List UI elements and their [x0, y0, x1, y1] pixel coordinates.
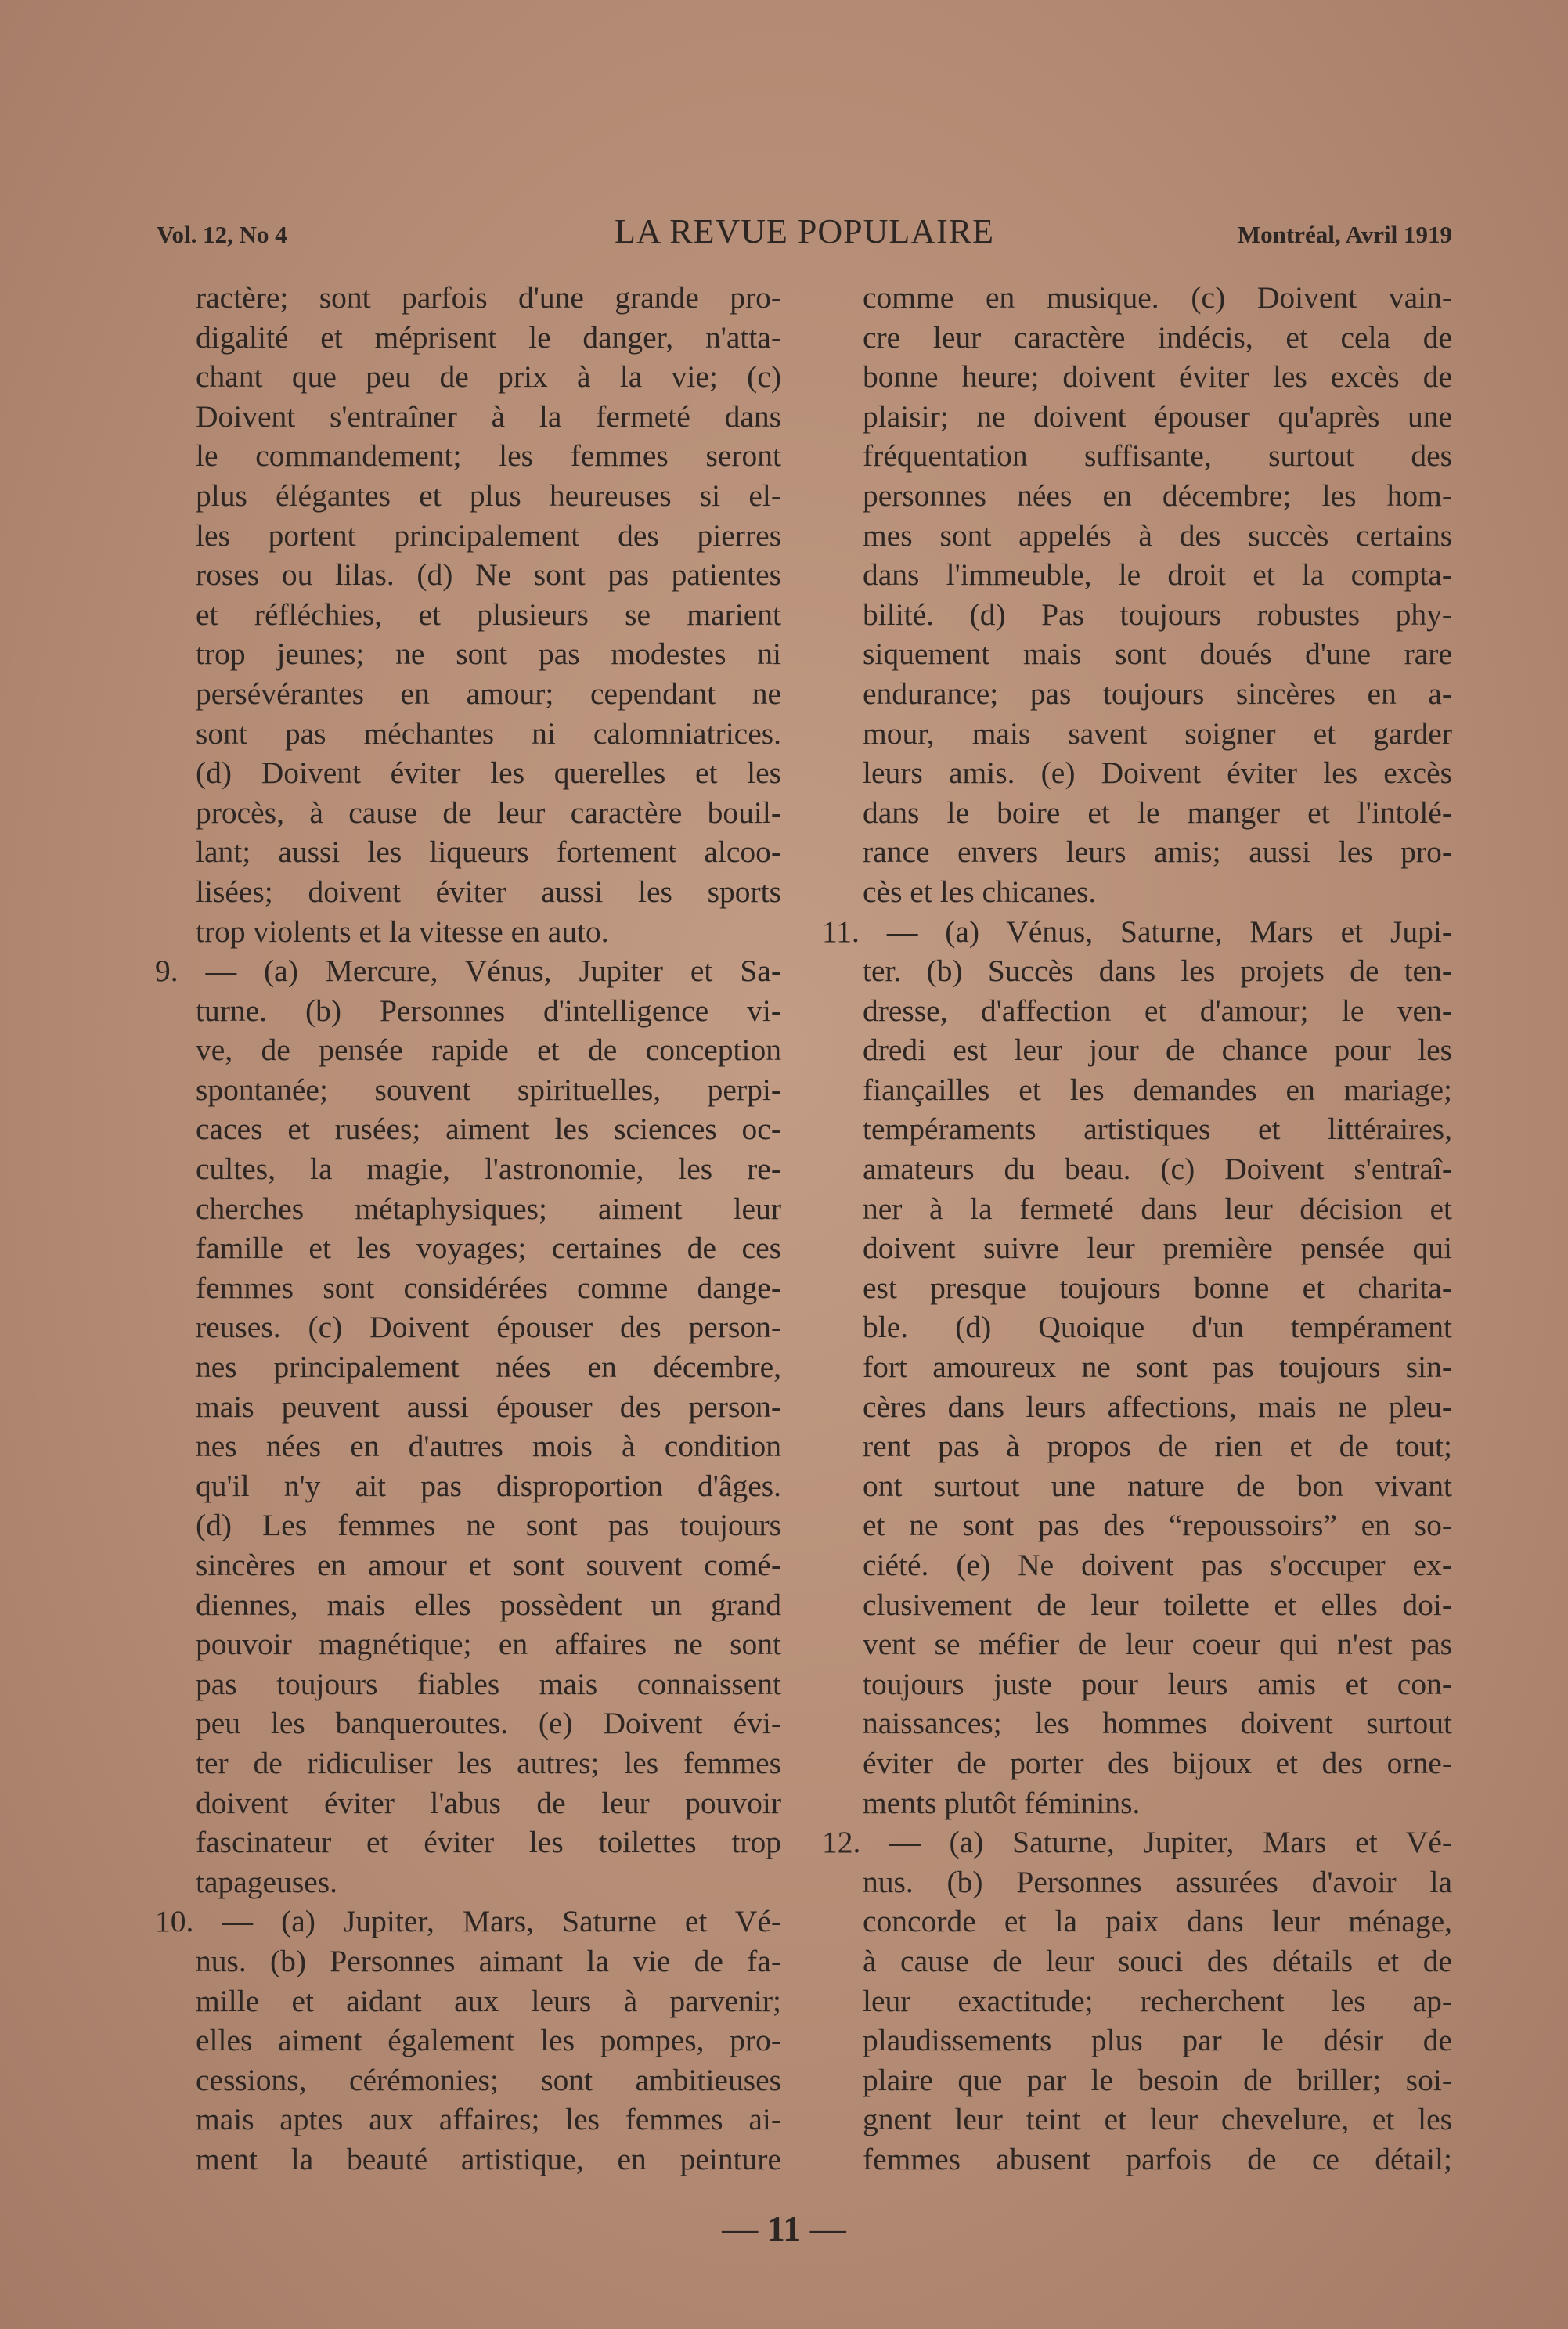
text-line: toujours juste pour leurs amis et con- — [863, 1666, 1452, 1701]
text-line: femmes sont considérées comme dange- — [196, 1270, 781, 1305]
text-line: fascinateur et éviter les toilettes trop — [196, 1825, 781, 1860]
text-line: famille et les voyages; certaines de ces — [196, 1231, 781, 1266]
text-line: (d) Doivent éviter les querelles et les — [196, 755, 781, 791]
text-line: dans l'immeuble, le droit et la compta- — [863, 557, 1452, 593]
text-line: Doivent s'entraîner à la fermeté dans — [196, 398, 781, 434]
issue-date: Montréal, Avril 1919 — [1237, 221, 1452, 248]
text-line: fiançailles et les demandes en mariage; — [863, 1072, 1452, 1107]
text-line: ciété. (e) Ne doivent pas s'occuper ex- — [863, 1548, 1452, 1582]
text-line: caces et rusées; aiment les sciences oc- — [196, 1112, 781, 1147]
text-line: tapageuses. — [196, 1864, 337, 1899]
page-number: — 11 — — [722, 2208, 846, 2248]
text-line: clusivement de leur toilette et elles doi- — [863, 1587, 1452, 1622]
text-line: dresse, d'affection et d'amour; le ven- — [863, 993, 1452, 1028]
text-line: gnent leur teint et leur chevelure, et les — [863, 2102, 1452, 2137]
text-line: amateurs du beau. (c) Doivent s'entraî- — [863, 1152, 1452, 1187]
text-line: elles aiment également les pompes, pro- — [196, 2023, 781, 2058]
text-line: chant que peu de prix à la vie; (c) — [196, 359, 781, 395]
text-line: mour, mais savent soigner et garder — [863, 716, 1452, 751]
left-column — [155, 278, 781, 2179]
text-line: ractère; sont parfois d'une grande pro- — [196, 280, 781, 315]
text-line: 10. — (a) Jupiter, Mars, Saturne et Vé- — [155, 1904, 781, 1939]
text-line: dredi est leur jour de chance pour les — [863, 1033, 1452, 1068]
text-line: mille et aidant aux leurs à parvenir; — [196, 1983, 781, 2018]
text-line: procès, à cause de leur caractère bouil- — [196, 795, 781, 830]
text-line: peu les banqueroutes. (e) Doivent évi- — [196, 1706, 781, 1741]
page-header — [157, 211, 1452, 258]
text-line: reuses. (c) Doivent épouser des person- — [196, 1310, 781, 1345]
text-line: ve, de pensée rapide et de conception — [196, 1033, 781, 1068]
text-line: cès et les chicanes. — [863, 874, 1097, 909]
text-line: à cause de leur souci des détails et de — [863, 1943, 1452, 1978]
text-line: persévérantes en amour; cependant ne — [196, 676, 781, 711]
text-line: comme en musique. (c) Doivent vain- — [863, 280, 1452, 315]
volume-number: Vol. 12, No 4 — [157, 221, 287, 248]
text-line: ter. (b) Succès dans les projets de ten- — [863, 954, 1452, 989]
text-line: bonne heure; doivent éviter les excès de — [863, 359, 1452, 395]
text-line: cères dans leurs affections, mais ne pleu- — [863, 1389, 1452, 1424]
text-line: 9. — (a) Mercure, Vénus, Jupiter et Sa- — [155, 954, 781, 989]
text-line: 11. — (a) Vénus, Saturne, Mars et Jupi- — [822, 914, 1452, 949]
text-line: mais peuvent aussi épouser des person- — [196, 1389, 781, 1424]
text-line: dans le boire et le manger et l'intolé- — [863, 795, 1452, 830]
text-line: le commandement; les femmes seront — [196, 438, 781, 474]
text-line: doivent suivre leur première pensée qui — [863, 1231, 1452, 1266]
text-line: éviter de porter des bijoux et des orne- — [863, 1745, 1452, 1780]
text-line: plus élégantes et plus heureuses si el- — [196, 478, 781, 513]
text-line: lisées; doivent éviter aussi les sports — [196, 874, 781, 909]
text-line: cultes, la magie, l'astronomie, les re- — [196, 1152, 781, 1187]
text-line: turne. (b) Personnes d'intelligence vi- — [196, 993, 781, 1028]
text-line: doivent éviter l'abus de leur pouvoir — [196, 1785, 781, 1820]
text-line: leur exactitude; recherchent les ap- — [863, 1983, 1452, 2018]
text-line: nus. (b) Personnes assurées d'avoir la — [863, 1864, 1452, 1899]
text-line: roses ou lilas. (d) Ne sont pas patientes — [196, 557, 781, 593]
text-line: sincères en amour et sont souvent comé- — [196, 1548, 781, 1582]
text-line: pouvoir magnétique; en affaires ne sont — [196, 1627, 781, 1662]
text-line: trop jeunes; ne sont pas modestes ni — [196, 636, 781, 672]
text-line: sont pas méchantes ni calomniatrices. — [196, 716, 781, 751]
text-line: ner à la fermeté dans leur décision et — [863, 1191, 1452, 1226]
text-line: naissances; les hommes doivent surtout — [863, 1706, 1452, 1741]
text-line: 12. — (a) Saturne, Jupiter, Mars et Vé- — [822, 1825, 1452, 1860]
text-line: et ne sont pas des “repoussoirs” en so- — [863, 1508, 1452, 1543]
text-line: ments plutôt féminins. — [863, 1785, 1141, 1820]
text-line: digalité et méprisent le danger, n'atta- — [196, 319, 781, 355]
text-line: rent pas à propos de rien et de tout; — [863, 1429, 1452, 1464]
text-line: personnes nées en décembre; les hom- — [863, 478, 1452, 513]
text-line: trop violents et la vitesse en auto. — [196, 914, 609, 949]
text-line: nus. (b) Personnes aimant la vie de fa- — [196, 1943, 781, 1978]
text-line: nes nées en d'autres mois à condition — [196, 1429, 781, 1464]
text-line: tempéraments artistiques et littéraires, — [863, 1112, 1452, 1147]
text-line: est presque toujours bonne et charita- — [863, 1270, 1452, 1305]
text-line: fort amoureux ne sont pas toujours sin- — [863, 1350, 1452, 1385]
text-line: spontanée; souvent spirituelles, perpi- — [196, 1072, 781, 1107]
text-line: concorde et la paix dans leur ménage, — [863, 1904, 1452, 1939]
text-line: leurs amis. (e) Doivent éviter les excès — [863, 755, 1452, 791]
text-line: bilité. (d) Pas toujours robustes phy- — [863, 597, 1452, 632]
text-line: nes principalement nées en décembre, — [196, 1350, 781, 1385]
right-column — [822, 278, 1452, 2179]
text-line: rance envers leurs amis; aussi les pro- — [863, 835, 1452, 870]
text-line: lant; aussi les liqueurs fortement alcoo- — [196, 835, 781, 870]
text-line: diennes, mais elles possèdent un grand — [196, 1587, 781, 1622]
text-line: ter de ridiculiser les autres; les femmes — [196, 1745, 781, 1780]
text-line: les portent principalement des pierres — [196, 517, 781, 553]
text-line: plaire que par le besoin de briller; soi- — [863, 2062, 1452, 2097]
text-line: femmes abusent parfois de ce détail; — [863, 2141, 1452, 2176]
text-line: ment la beauté artistique, en peinture — [196, 2141, 781, 2176]
text-line: siquement mais sont doués d'une rare — [863, 636, 1452, 672]
text-line: vent se méfier de leur coeur qui n'est pas — [863, 1627, 1452, 1662]
text-line: ont surtout une nature de bon vivant — [863, 1468, 1452, 1503]
text-line: ble. (d) Quoique d'un tempérament — [863, 1310, 1452, 1345]
text-line: pas toujours fiables mais connaissent — [196, 1666, 781, 1701]
text-line: mes sont appelés à des succès certains — [863, 517, 1452, 553]
text-line: cessions, cérémonies; sont ambitieuses — [196, 2062, 781, 2097]
text-line: cre leur caractère indécis, et cela de — [863, 319, 1452, 355]
text-line: et réfléchies, et plusieurs se marient — [196, 597, 781, 632]
text-line: cherches métaphysiques; aiment leur — [196, 1191, 781, 1226]
text-line: plaisir; ne doivent épouser qu'après une — [863, 398, 1452, 434]
text-line: (d) Les femmes ne sont pas toujours — [196, 1508, 781, 1543]
text-line: fréquentation suffisante, surtout des — [863, 438, 1452, 474]
publication-title: LA REVUE POPULAIRE — [615, 212, 994, 251]
text-line: plaudissements plus par le désir de — [863, 2023, 1452, 2058]
text-line: mais aptes aux affaires; les femmes ai- — [196, 2102, 781, 2137]
text-line: endurance; pas toujours sincères en a- — [863, 676, 1452, 711]
text-line: qu'il n'y ait pas disproportion d'âges. — [196, 1468, 781, 1503]
